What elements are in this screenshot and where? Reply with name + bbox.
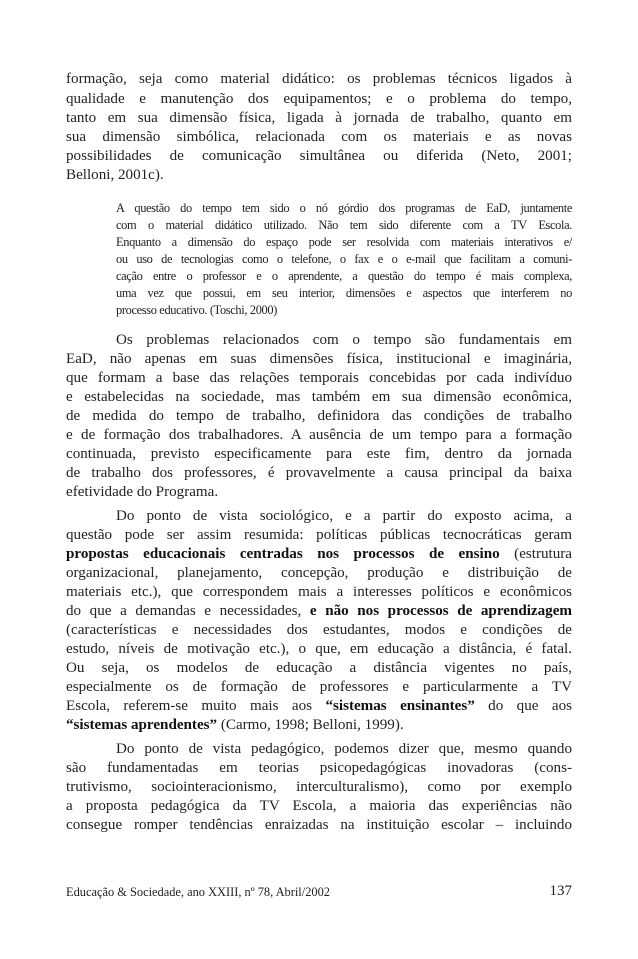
text-line: Belloni, 2001c). <box>66 167 164 183</box>
text-span: (estrutura <box>499 546 573 562</box>
text-line: organizacional, planejamento, concepção, produção e distribuição de <box>66 565 572 581</box>
text-span: (Carmo, 1998; Belloni, 1999). <box>217 717 404 733</box>
quote-line: ou uso de tecnologias como o telefone, o fax e o e-mail que facilitam a comuni- <box>116 252 572 266</box>
text-line: de trabalho dos professores, é provavelmente a causa principal da baixa <box>66 465 572 481</box>
text-line: Ou seja, os modelos de educação a distância vigentes no país, <box>66 660 572 676</box>
text-line <box>66 545 572 563</box>
text-line: Do ponto de vista pedagógico, podemos dizer que, mesmo quando <box>116 741 572 757</box>
bold-phrase: propostas educacionais centradas nos processos de ensino <box>66 546 500 562</box>
quote-line: Enquanto a dimensão do espaço pode ser resolvida com materiais interativos e/ <box>116 235 572 249</box>
text-line: tanto em sua dimensão física, ligada à jornada de trabalho, quanto em <box>66 110 572 126</box>
quote-line: processo educativo. (Toschi, 2000) <box>116 303 277 317</box>
journal-footer: Educação & Sociedade, ano XXIII, nº 78, Abril/2002 <box>66 885 330 899</box>
bold-phrase: “sistemas ensinantes” <box>325 698 475 714</box>
text-line: consegue romper tendências enraizadas na instituição escolar – incluindo <box>66 817 572 833</box>
text-line: questão pode ser assim resumida: políticas públicas tecnocráticas geram <box>66 527 572 543</box>
bold-phrase: e não nos processos de aprendizagem <box>309 603 572 619</box>
quote-line: cação entre o professor e o aprendente, a questão do tempo é mais complexa, <box>116 269 572 283</box>
text-line: e estabelecidas na sociedade, mas também em sua dimensão econômica, <box>66 389 572 405</box>
bold-phrase: “sistemas aprendentes” <box>66 717 218 733</box>
quote-line: com o material didático utilizado. Não tem sido diferente com a TV Escola. <box>116 218 572 232</box>
text-line: sua dimensão simbólica, relacionada com os materiais e as novas <box>66 129 572 145</box>
text-line <box>66 716 572 734</box>
text-span: do que aos <box>474 698 573 714</box>
text-line: possibilidades de comunicação simultânea ou diferida (Neto, 2001; <box>66 148 572 164</box>
text-line <box>66 602 572 620</box>
text-line: EaD, não apenas em suas dimensões física, institucional e imaginária, <box>66 351 572 367</box>
text-line: materiais etc.), que correspondem mais a interesses políticos e econômicos <box>66 584 572 600</box>
text-line: são fundamentadas em teorias psicopedagógicas inovadoras (cons- <box>66 760 572 776</box>
page-number: 137 <box>549 883 572 899</box>
text-line: (características e necessidades dos estudantes, modos e condições de <box>66 622 572 638</box>
text-line: Do ponto de vista sociológico, e a partir do exposto acima, a <box>116 508 572 524</box>
text-span: do que a demandas e necessidades, <box>66 603 310 619</box>
text-line: qualidade e manutenção dos equipamentos; e o problema do tempo, <box>66 91 572 107</box>
text-line: que formam a base das relações temporais concebidas por cada indivíduo <box>66 370 572 386</box>
text-span: Escola, referem-se muito mais aos <box>66 698 326 714</box>
quote-line: uma vez que possui, em seu interior, dimensões e aspectos que interferem no <box>116 286 572 300</box>
text-line: e de formação dos trabalhadores. A ausência de um tempo para a formação <box>66 427 572 443</box>
text-line: continuada, previsto especificamente para este fim, dentro da jornada <box>66 446 572 462</box>
text-line: especialmente os de formação de professores e particularmente a TV <box>66 679 572 695</box>
text-line: a proposta pedagógica da TV Escola, a maioria das experiências não <box>66 798 572 814</box>
text-line: estudo, níveis de motivação etc.), o que, em educação a distância, é fatal. <box>66 641 572 657</box>
text-line: formação, seja como material didático: os problemas técnicos ligados à <box>66 71 572 87</box>
text-line: trutivismo, sociointeracionismo, interculturalismo), como por exemplo <box>66 779 572 795</box>
text-line: de medida do tempo de trabalho, definidora das condições de trabalho <box>66 408 572 424</box>
text-line: Os problemas relacionados com o tempo são fundamentais em <box>116 332 572 348</box>
quote-line: A questão do tempo tem sido o nó górdio dos programas de EaD, juntamente <box>116 201 572 215</box>
text-line <box>66 697 572 715</box>
text-line: efetividade do Programa. <box>66 484 219 500</box>
